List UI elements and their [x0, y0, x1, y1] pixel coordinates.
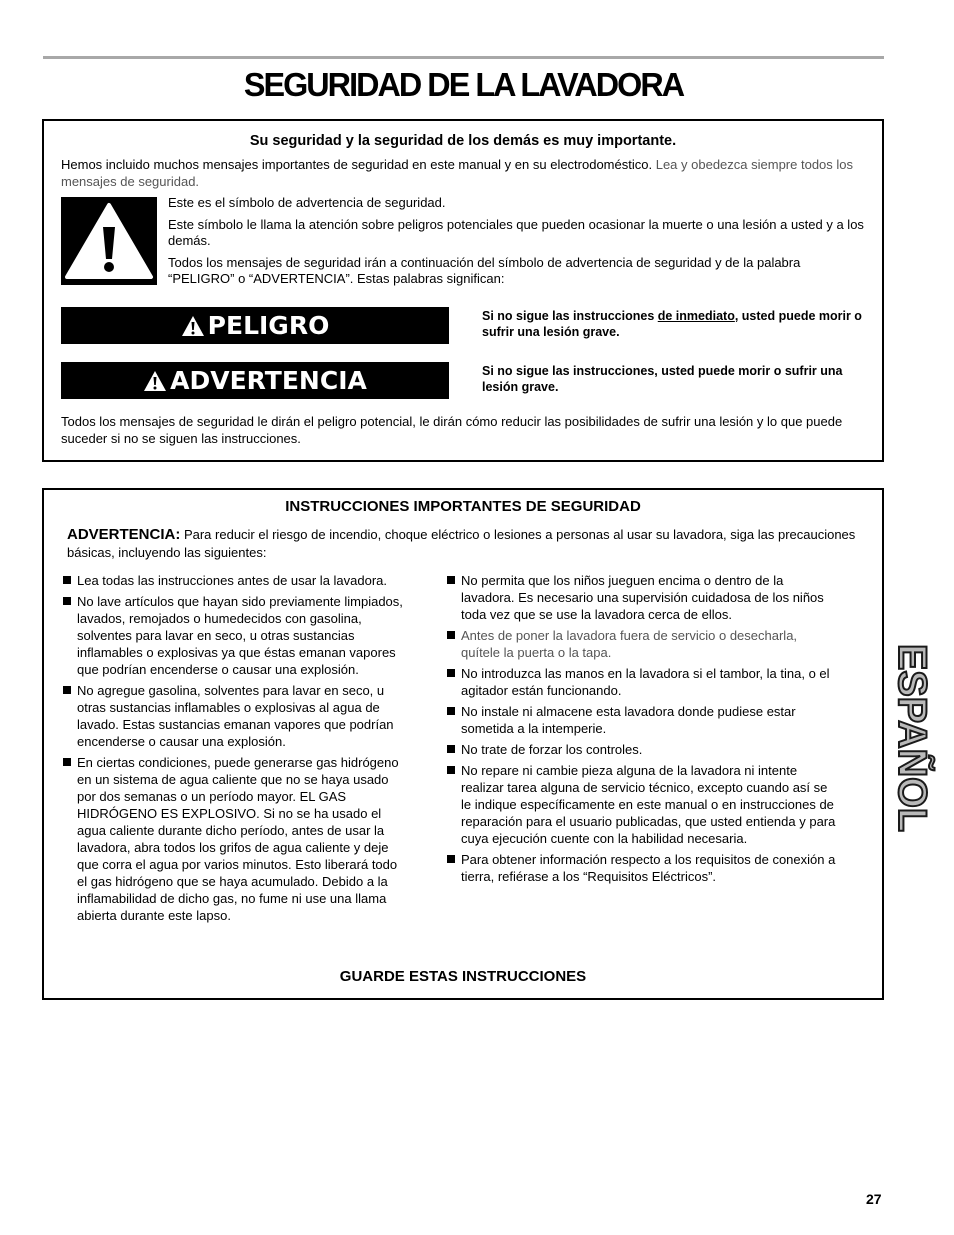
peligro-def-underlined: de inmediato [657, 309, 735, 323]
list-item-text: En ciertas condiciones, puede generarse gas hidrógeno en un sistema de agua caliente que no se haya usado por dos semanas o un período mayor. EL GAS HIDRÓGENO ES EXPLOSIVO. Si no se ha usado el agua caliente durante dicho período, antes de usar la lavadora, abra todos los grifos de agua caliente y deje que corra el agua por varios minutos. Esto liberará todo el gas hidrógeno que se haya acumulado. Debido a la inflamabilidad de dicho gas, no fume ni use una llama abierta durante este lapso. [77, 755, 399, 923]
instructions-right-column [447, 572, 837, 889]
intro-main-text: Hemos incluido muchos mensajes importantes de seguridad en este manual y en su electrodoméstico. [61, 157, 653, 172]
list-item-text: No permita que los niños jueguen encima o dentro de la lavadora. Es necesario una supervisión cuidadosa de los niños toda vez que se use la lavadora cerca de ellos. [461, 573, 824, 622]
list-item [447, 703, 837, 737]
advertencia-definition: Si no sigue las instrucciones, usted puede morir o sufrir una lesión grave. [482, 364, 843, 394]
advertencia-inline-label: ADVERTENCIA: [67, 526, 181, 543]
square-bullet-icon [447, 707, 455, 715]
advertencia-banner [61, 362, 449, 399]
page-title: SEGURIDAD DE LA LAVADORA [243, 66, 684, 103]
list-item [447, 741, 837, 758]
top-rule [43, 56, 884, 59]
symbol-line-1: Este es el símbolo de advertencia de seguridad. [168, 195, 446, 210]
side-tab-label: ESPAÑOL [890, 644, 934, 835]
list-item [63, 593, 408, 678]
list-item-text: No repare ni cambie pieza alguna de la lavadora ni intente realizar tarea alguna de servicio técnico, excepto cuando así se le indique específicamente en este manual o en instrucciones de reparación para el usuario publicadas, que usted entienda y para cuya ejecución cuente con la habilidad necesaria. [461, 763, 836, 846]
square-bullet-icon [63, 576, 71, 584]
list-item-text: No lave artículos que hayan sido previamente limpiados, lavados, remojados o humedecidos con gasolina, solventes para lavar en seco, u otras sustancias inflamables o explosivas ya que éstas emanan vapores que podrían encenderse o causar una explosión. [77, 594, 403, 677]
square-bullet-icon [447, 855, 455, 863]
list-item [447, 572, 837, 623]
alert-triangle-icon [181, 315, 205, 337]
safety-message-box [42, 119, 884, 462]
list-item-text: No trate de forzar los controles. [461, 742, 643, 757]
list-item [63, 754, 408, 924]
list-item-text: Para obtener información respecto a los requisitos de conexión a tierra, refiérase a los “Requisitos Eléctricos”. [461, 852, 836, 884]
list-item [63, 682, 408, 750]
peligro-definition [482, 308, 867, 340]
intro-grey-text: Lea y obedezca siempre todos los mensajes de seguridad. [61, 157, 854, 189]
instructions-heading: INSTRUCCIONES IMPORTANTES DE SEGURIDAD [285, 498, 641, 515]
square-bullet-icon [447, 631, 455, 639]
list-item-text: Antes de poner la lavadora fuera de servicio o desecharla, quítele la puerta o la tapa. [461, 628, 798, 660]
square-bullet-icon [447, 745, 455, 753]
list-item-text: Lea todas las instrucciones antes de usar la lavadora. [77, 573, 388, 588]
important-instructions-box [42, 488, 884, 1000]
page-number: 27 [866, 1191, 882, 1207]
list-item-text: No agregue gasolina, solventes para lavar en seco, u otras sustancias inflamables o explosivas al agua de lavado. Estas sustancias emanan vapores que podrían encenderse o causar una explosión. [77, 683, 394, 749]
square-bullet-icon [63, 597, 71, 605]
peligro-def-part-b: , usted puede morir o sufrir una lesión grave. [482, 309, 862, 339]
list-item [447, 627, 837, 661]
safety-heading: Su seguridad y la seguridad de los demás es muy importante. [249, 133, 677, 149]
list-item [447, 762, 837, 847]
advertencia-inline-text: Para reducir el riesgo de incendio, choque eléctrico o lesiones a personas al usar su lavadora, siga las precauciones básicas, incluyendo las siguientes: [67, 527, 856, 560]
square-bullet-icon [447, 669, 455, 677]
save-instructions-label: GUARDE ESTAS INSTRUCCIONES [339, 968, 587, 985]
peligro-def-part-a: Si no sigue las instrucciones [482, 309, 658, 323]
safety-closing-text: Todos los mensajes de seguridad le dirán el peligro potencial, le dirán cómo reducir las posibilidades de sufrir una lesión y lo que puede suceder si no se siguen las instrucciones. [61, 414, 843, 446]
advertencia-label: ADVERTENCIA [170, 366, 367, 395]
square-bullet-icon [447, 576, 455, 584]
square-bullet-icon [63, 758, 71, 766]
peligro-label: PELIGRO [207, 311, 330, 340]
symbol-line-3: Todos los mensajes de seguridad irán a continuación del símbolo de advertencia de seguridad y de la palabra “PELIGRO” o “ADVERTENCIA”. Estas palabras significan: [168, 255, 801, 286]
square-bullet-icon [63, 686, 71, 694]
symbol-line-2: Este símbolo le llama la atención sobre peligros potenciales que pueden ocasionar la muerte o una lesión a usted y a los demás. [168, 217, 864, 248]
safety-alert-icon [61, 197, 157, 285]
list-item [63, 572, 408, 589]
alert-triangle-icon [143, 370, 167, 392]
instructions-left-column [63, 572, 408, 928]
list-item-text: No introduzca las manos en la lavadora si el tambor, la tina, o el agitador están funcionando. [461, 666, 830, 698]
language-side-tab [887, 640, 947, 840]
safety-intro [61, 156, 861, 190]
list-item [447, 851, 837, 885]
list-item-text: No instale ni almacene esta lavadora donde pudiese estar sometida a la intemperie. [461, 704, 796, 736]
peligro-banner [61, 307, 449, 344]
square-bullet-icon [447, 766, 455, 774]
list-item [447, 665, 837, 699]
advertencia-paragraph [67, 526, 857, 562]
